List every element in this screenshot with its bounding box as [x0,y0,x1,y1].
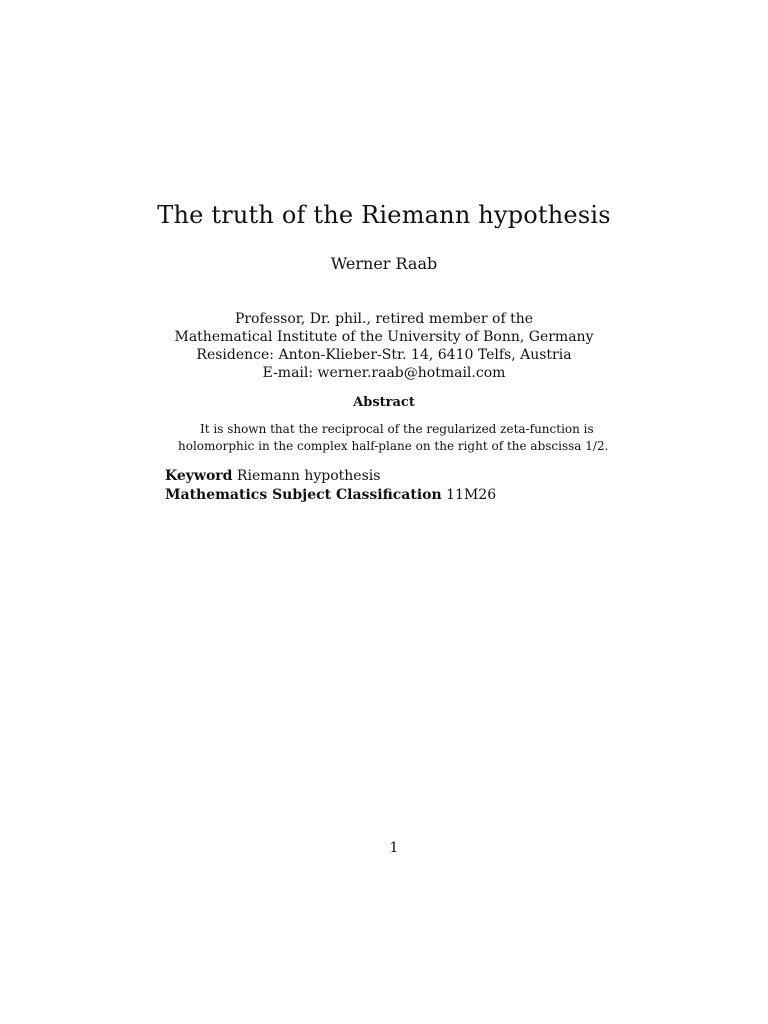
msc-label: Mathematics Subject Classification [165,487,442,503]
keyword-row [165,467,496,486]
abstract-line: It is shown that the reciprocal of the regularized zeta-function is [200,422,594,436]
keyword-value: Riemann hypothesis [236,468,381,484]
msc-value: 11M26 [446,487,497,503]
affiliation-email: E-mail: werner.raab@hotmail.com [262,365,506,381]
author-name: Werner Raab [330,254,438,273]
author-affiliation [0,310,768,382]
affiliation-line: Mathematical Institute of the University of Bonn, Germany [174,329,594,345]
paper-title: The truth of the Riemann hypothesis [157,201,611,229]
affiliation-line: Professor, Dr. phil., retired member of the [234,311,534,327]
keywords-block [165,467,496,505]
keyword-label: Keyword [165,468,233,484]
msc-row [165,486,496,505]
affiliation-line: Residence: Anton-Klieber-Str. 14, 6410 Telfs, Austria [196,347,572,363]
abstract-line: holomorphic in the complex half-plane on the right of the abscissa 1/2. [178,439,609,453]
abstract-heading: Abstract [353,395,415,410]
page-number: 1 [389,840,399,856]
abstract-body [178,421,610,455]
